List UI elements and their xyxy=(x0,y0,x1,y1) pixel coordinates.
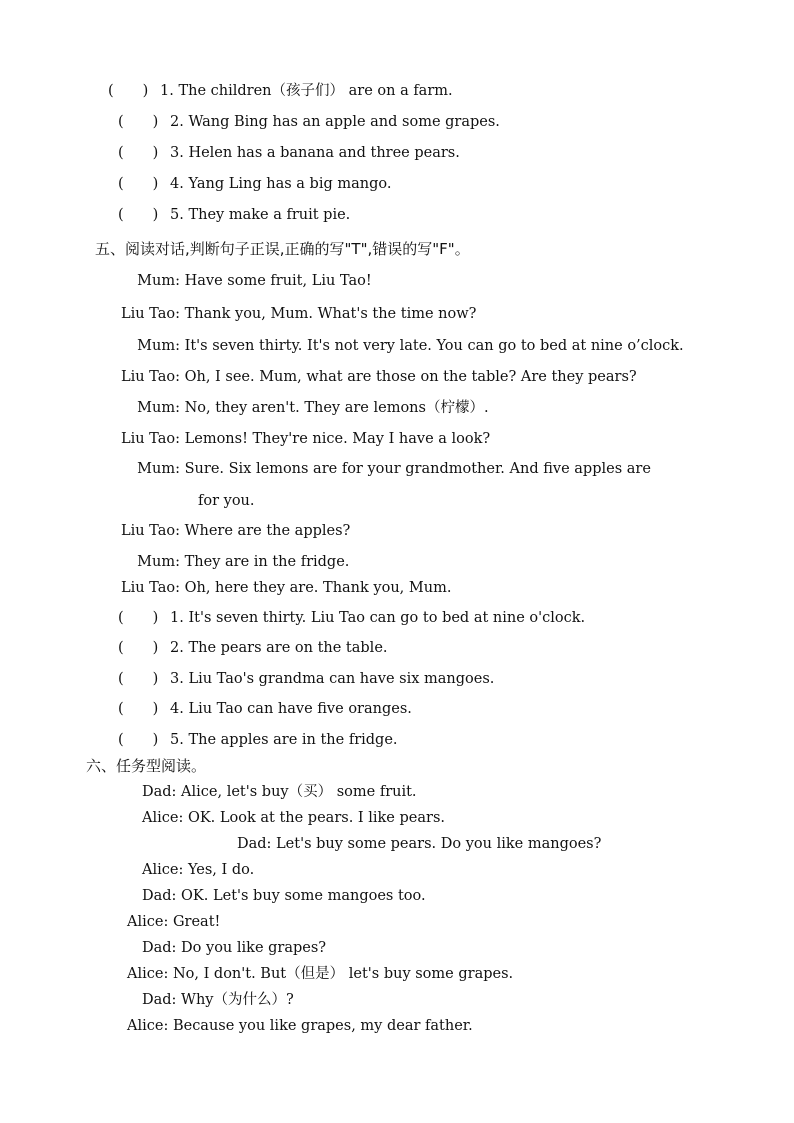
answer-blank[interactable]: ( ) xyxy=(118,114,159,130)
dialogue-line xyxy=(142,783,417,801)
speaker: Dad: xyxy=(142,992,177,1008)
judge-item xyxy=(118,731,398,749)
speaker: Alice: xyxy=(127,966,169,982)
utterance: Oh, I see. Mum, what are those on the table? Are they pears? xyxy=(184,369,637,385)
dialogue-line xyxy=(110,522,350,540)
answer-blank[interactable]: ( ) xyxy=(118,732,159,748)
speaker: Alice: xyxy=(127,1018,169,1034)
dialogue-line xyxy=(142,809,445,827)
utterance: Alice, let's buy（买） some fruit. xyxy=(181,784,417,800)
utterance: Great! xyxy=(172,914,221,930)
speaker: Alice: xyxy=(127,914,169,930)
answer-blank[interactable]: ( ) xyxy=(118,640,159,656)
speaker: Dad: xyxy=(142,888,177,904)
utterance: They are in the fridge. xyxy=(184,554,350,570)
answer-blank[interactable]: ( ) xyxy=(118,145,159,161)
item-text: 2. Wang Bing has an apple and some grapes. xyxy=(170,114,500,130)
speaker: Alice: xyxy=(142,810,184,826)
item-text: 5. The apples are in the fridge. xyxy=(170,732,398,748)
dialogue-line xyxy=(237,835,601,853)
utterance: Sure. Six lemons are for your grandmother. And five apples are xyxy=(184,461,651,477)
speaker: Mum: xyxy=(137,338,180,354)
speaker: Mum: xyxy=(137,400,180,416)
speaker: Mum: xyxy=(137,554,180,570)
utterance: Lemons! They're nice. May I have a look? xyxy=(184,431,491,447)
utterance: for you. xyxy=(198,493,255,509)
judge-item xyxy=(118,206,350,224)
utterance: Because you like grapes, my dear father. xyxy=(172,1018,473,1034)
item-text: 5. They make a fruit pie. xyxy=(170,207,351,223)
speaker: Mum: xyxy=(137,461,180,477)
judge-item xyxy=(118,175,391,193)
dialogue-line xyxy=(110,337,684,355)
speaker: Dad: xyxy=(142,784,177,800)
answer-blank[interactable]: ( ) xyxy=(108,83,149,99)
judge-item xyxy=(108,82,453,100)
utterance: No, they aren't. They are lemons（柠檬）. xyxy=(184,400,489,416)
section-6-heading: 六、任务型阅读。 xyxy=(86,757,207,775)
judge-item xyxy=(118,609,585,627)
dialogue-line xyxy=(110,399,489,417)
dialogue-line xyxy=(110,368,637,386)
speaker: Dad: xyxy=(142,940,177,956)
item-text: 4. Liu Tao can have five oranges. xyxy=(170,701,412,717)
answer-blank[interactable]: ( ) xyxy=(118,176,159,192)
dialogue-line xyxy=(110,460,651,478)
item-text: 3. Helen has a banana and three pears. xyxy=(170,145,460,161)
utterance: Why（为什么）? xyxy=(181,992,294,1008)
item-text: 1. It's seven thirty. Liu Tao can go to bed at nine o'clock. xyxy=(170,610,586,626)
speaker: Liu Tao: xyxy=(120,306,180,322)
dialogue-line xyxy=(127,1017,473,1035)
item-text: 2. The pears are on the table. xyxy=(170,640,388,656)
speaker: Liu Tao: xyxy=(120,369,180,385)
dialogue-line xyxy=(142,887,426,905)
utterance: It's seven thirty. It's not very late. You can go to bed at nine o’clock. xyxy=(184,338,684,354)
dialogue-line xyxy=(142,861,254,879)
speaker: Liu Tao: xyxy=(120,431,180,447)
utterance: Oh, here they are. Thank you, Mum. xyxy=(184,580,452,596)
dialogue-continuation xyxy=(198,492,255,510)
dialogue-line xyxy=(110,553,349,571)
dialogue-line xyxy=(127,913,220,931)
dialogue-line xyxy=(127,965,513,983)
speaker: Liu Tao: xyxy=(120,580,180,596)
utterance: Do you like grapes? xyxy=(181,940,327,956)
speaker: Alice: xyxy=(142,862,184,878)
dialogue-line xyxy=(142,939,326,957)
answer-blank[interactable]: ( ) xyxy=(118,610,159,626)
utterance: OK. Look at the pears. I like pears. xyxy=(187,810,445,826)
dialogue-line xyxy=(110,305,476,323)
dialogue-line xyxy=(110,272,372,290)
utterance: Thank you, Mum. What's the time now? xyxy=(184,306,477,322)
judge-item xyxy=(118,113,500,131)
dialogue-line xyxy=(110,579,451,597)
utterance: Let's buy some pears. Do you like mangoes? xyxy=(276,836,602,852)
utterance: Where are the apples? xyxy=(184,523,351,539)
utterance: Yes, I do. xyxy=(187,862,255,878)
speaker: Dad: xyxy=(237,836,272,852)
judge-item xyxy=(118,144,460,162)
speaker: Mum: xyxy=(137,273,180,289)
speaker: Liu Tao: xyxy=(120,523,180,539)
item-text: 4. Yang Ling has a big mango. xyxy=(170,176,392,192)
dialogue-line xyxy=(142,991,294,1009)
section-5-heading: 五、阅读对话,判断句子正误,正确的写"T",错误的写"F"。 xyxy=(95,240,470,258)
utterance: OK. Let's buy some mangoes too. xyxy=(181,888,426,904)
judge-item xyxy=(118,670,494,688)
answer-blank[interactable]: ( ) xyxy=(118,671,159,687)
item-text: 3. Liu Tao's grandma can have six mangoes. xyxy=(170,671,495,687)
judge-item xyxy=(118,700,412,718)
utterance: Have some fruit, Liu Tao! xyxy=(184,273,372,289)
answer-blank[interactable]: ( ) xyxy=(118,701,159,717)
answer-blank[interactable]: ( ) xyxy=(118,207,159,223)
judge-item xyxy=(118,639,388,657)
dialogue-line xyxy=(110,430,490,448)
utterance: No, I don't. But（但是） let's buy some grapes. xyxy=(172,966,514,982)
item-text: 1. The children（孩子们） are on a farm. xyxy=(160,83,453,99)
